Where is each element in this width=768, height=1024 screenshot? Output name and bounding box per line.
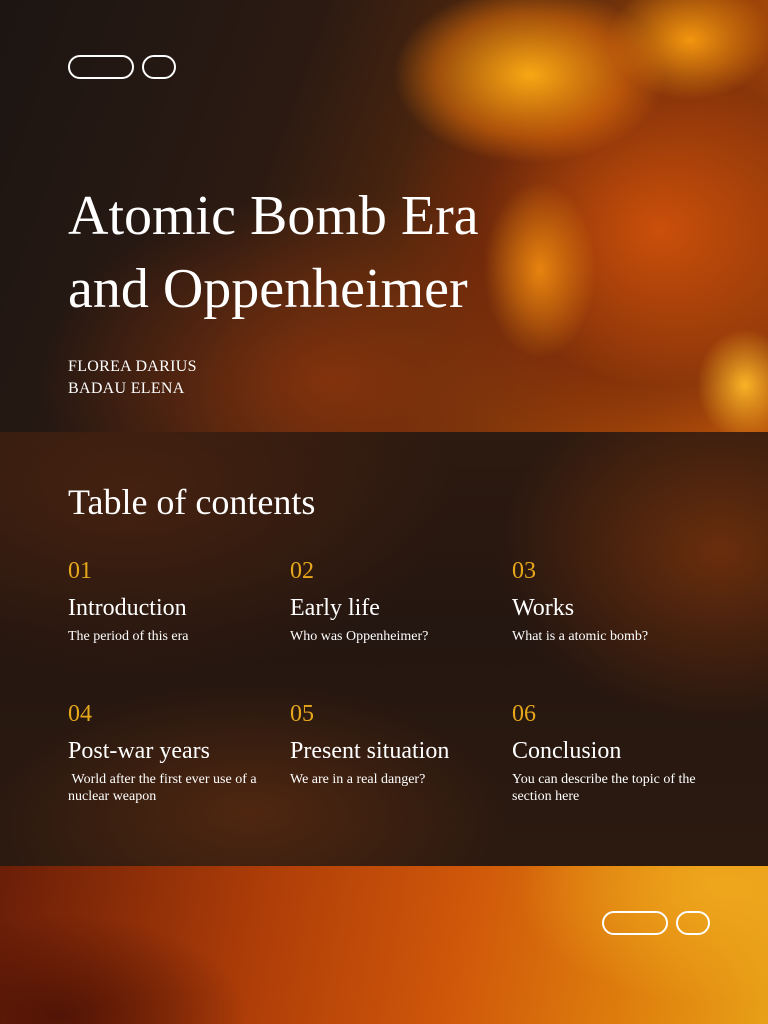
presentation-title [68,180,628,326]
decorative-pill-long [602,911,668,935]
toc-title: Conclusion [512,738,622,764]
toc-description: The period of this era [68,629,189,644]
authors [68,356,197,400]
toc-number: 06 [512,701,536,727]
title-slide [0,0,768,432]
toc-item-06 [512,699,712,805]
toc-number: 04 [68,701,92,727]
toc-title: Introduction [68,595,187,621]
toc-title: Present situation [290,738,450,764]
author-1: FLOREA DARIUS [68,358,197,375]
toc-heading: Table of contents [68,482,316,522]
toc-item-03 [512,556,712,645]
title-line-1: Atomic Bomb Era [68,185,479,247]
toc-number: 01 [68,558,92,584]
closing-slide-preview [0,866,768,1024]
toc-item-05 [290,699,490,788]
toc-grid [68,556,748,846]
toc-description: Who was Oppenheimer? [290,629,429,644]
toc-title: Works [512,595,575,621]
decorative-pill-short [676,911,710,935]
toc-description: What is a atomic bomb? [512,629,649,644]
toc-number: 05 [290,701,314,727]
toc-description: We are in a real danger? [290,772,426,787]
toc-number: 03 [512,558,536,584]
decorative-pill-long [68,55,134,79]
title-line-2: and Oppenheimer [68,258,468,320]
toc-description: You can describe the topic of the section here [512,772,696,804]
decorative-pill-short [142,55,176,79]
table-of-contents-slide [0,432,768,866]
toc-title: Early life [290,595,380,621]
toc-item-04 [68,699,268,805]
toc-description: World after the first ever use of a nuclear weapon [68,772,261,804]
toc-number: 02 [290,558,314,584]
toc-item-01 [68,556,268,645]
author-2: BADAU ELENA [68,380,185,397]
toc-item-02 [290,556,490,645]
toc-title: Post-war years [68,738,210,764]
